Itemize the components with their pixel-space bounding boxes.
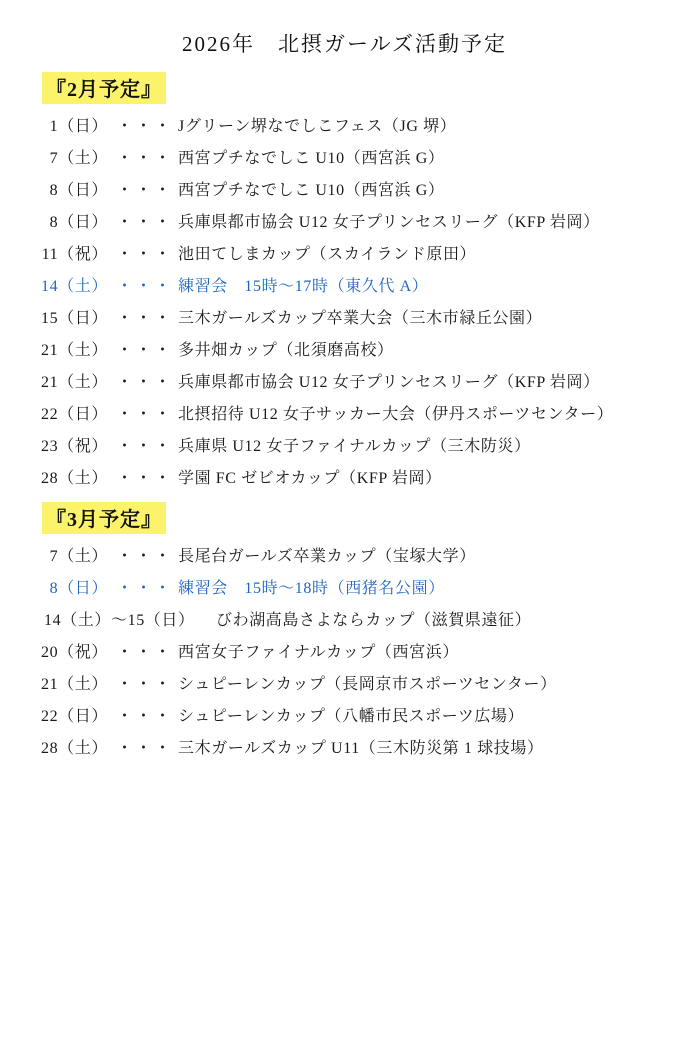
row-date: 15（日） <box>40 310 108 327</box>
month-section-march <box>0 492 689 762</box>
row-event: 西宮プチなでしこ U10（西宮浜 G） <box>178 182 445 199</box>
schedule-row <box>0 602 689 634</box>
row-dots: ・・・ <box>116 438 174 455</box>
schedule-row <box>0 332 689 364</box>
row-dots: ・・・ <box>116 740 174 757</box>
row-date: 22（日） <box>40 708 108 725</box>
row-date: 14（土）〜15（日） <box>44 612 195 629</box>
row-event: 三木ガールズカップ卒業大会（三木市緑丘公園） <box>178 310 543 327</box>
row-dots: ・・・ <box>116 342 174 359</box>
row-date: 28（土） <box>40 740 108 757</box>
row-dots: ・・・ <box>116 580 174 597</box>
row-dots: ・・・ <box>116 310 174 327</box>
schedule-row <box>0 730 689 762</box>
row-event: 北摂招待 U12 女子サッカー大会（伊丹スポーツセンター） <box>178 406 614 423</box>
row-dots: ・・・ <box>116 214 174 231</box>
row-date: 14（土） <box>40 278 108 295</box>
row-date: 21（土） <box>40 676 108 693</box>
schedule-row <box>0 634 689 666</box>
row-date: 20（祝） <box>40 644 108 661</box>
month-heading-march: 『3月予定』 <box>42 502 166 534</box>
row-event: 兵庫県 U12 女子ファイナルカップ（三木防災） <box>178 438 531 455</box>
schedule-row <box>0 698 689 730</box>
row-date: 11（祝） <box>41 246 108 263</box>
row-event: 兵庫県都市協会 U12 女子プリンセスリーグ（KFP 岩岡） <box>178 214 600 231</box>
schedule-row <box>0 460 689 492</box>
row-dots: ・・・ <box>116 406 174 423</box>
row-dots: ・・・ <box>116 182 174 199</box>
document-page <box>0 28 689 1052</box>
row-event: 多井畑カップ（北須磨高校） <box>178 342 394 359</box>
row-dots: ・・・ <box>116 278 174 295</box>
row-dots: ・・・ <box>116 118 174 135</box>
row-event: 練習会 15時〜17時（東久代 A） <box>178 278 429 295</box>
row-dots: ・・・ <box>116 374 174 391</box>
schedule-row <box>0 538 689 570</box>
schedule-row <box>0 108 689 140</box>
schedule-list-march <box>0 536 689 762</box>
schedule-row-practice <box>0 570 689 602</box>
schedule-list-february <box>0 106 689 492</box>
row-date: 1（日） <box>49 118 108 135</box>
row-event: 長尾台ガールズ卒業カップ（宝塚大学） <box>178 548 476 565</box>
schedule-row <box>0 172 689 204</box>
row-dots: ・・・ <box>116 644 174 661</box>
schedule-row <box>0 428 689 460</box>
row-event: 三木ガールズカップ U11（三木防災第 1 球技場） <box>178 740 544 757</box>
row-date: 7（土） <box>49 150 108 167</box>
row-date: 8（日） <box>49 214 108 231</box>
row-date: 28（土） <box>40 470 108 487</box>
row-event: Jグリーン堺なでしこフェス（JG 堺） <box>178 118 457 135</box>
schedule-row <box>0 666 689 698</box>
schedule-row <box>0 364 689 396</box>
row-dots: ・・・ <box>116 246 174 263</box>
row-dots: ・・・ <box>116 470 174 487</box>
schedule-row <box>0 396 689 428</box>
row-date: 8（日） <box>49 182 108 199</box>
row-event: シュピーレンカップ（長岡京市スポーツセンター） <box>178 676 557 693</box>
row-date: 21（土） <box>40 374 108 391</box>
row-event: 兵庫県都市協会 U12 女子プリンセスリーグ（KFP 岩岡） <box>178 374 600 391</box>
schedule-row <box>0 204 689 236</box>
row-dots: ・・・ <box>116 708 174 725</box>
row-dots: ・・・ <box>116 150 174 167</box>
schedule-row <box>0 300 689 332</box>
schedule-row <box>0 140 689 172</box>
row-event: 西宮プチなでしこ U10（西宮浜 G） <box>178 150 445 167</box>
row-dots: ・・・ <box>116 548 174 565</box>
month-heading-february: 『2月予定』 <box>42 72 166 104</box>
row-date: 8（日） <box>49 580 108 597</box>
row-event: 池田てしまカップ（スカイランド原田） <box>178 246 477 263</box>
schedule-row <box>0 236 689 268</box>
row-event: シュピーレンカップ（八幡市民スポーツ広場） <box>178 708 525 725</box>
month-section-february <box>0 62 689 492</box>
page-title: 2026年 北摂ガールズ活動予定 <box>182 32 507 56</box>
row-date: 22（日） <box>40 406 108 423</box>
row-event: 練習会 15時〜18時（西猪名公園） <box>178 580 445 597</box>
row-date: 23（祝） <box>40 438 108 455</box>
row-event: びわ湖高島さよならカップ（滋賀県遠征） <box>216 612 532 629</box>
row-dots: ・・・ <box>116 676 174 693</box>
row-date: 7（土） <box>49 548 108 565</box>
row-event: 西宮女子ファイナルカップ（西宮浜） <box>178 644 459 661</box>
schedule-row-practice <box>0 268 689 300</box>
row-event: 学園 FC ゼビオカップ（KFP 岩岡） <box>178 470 442 487</box>
row-date: 21（土） <box>40 342 108 359</box>
